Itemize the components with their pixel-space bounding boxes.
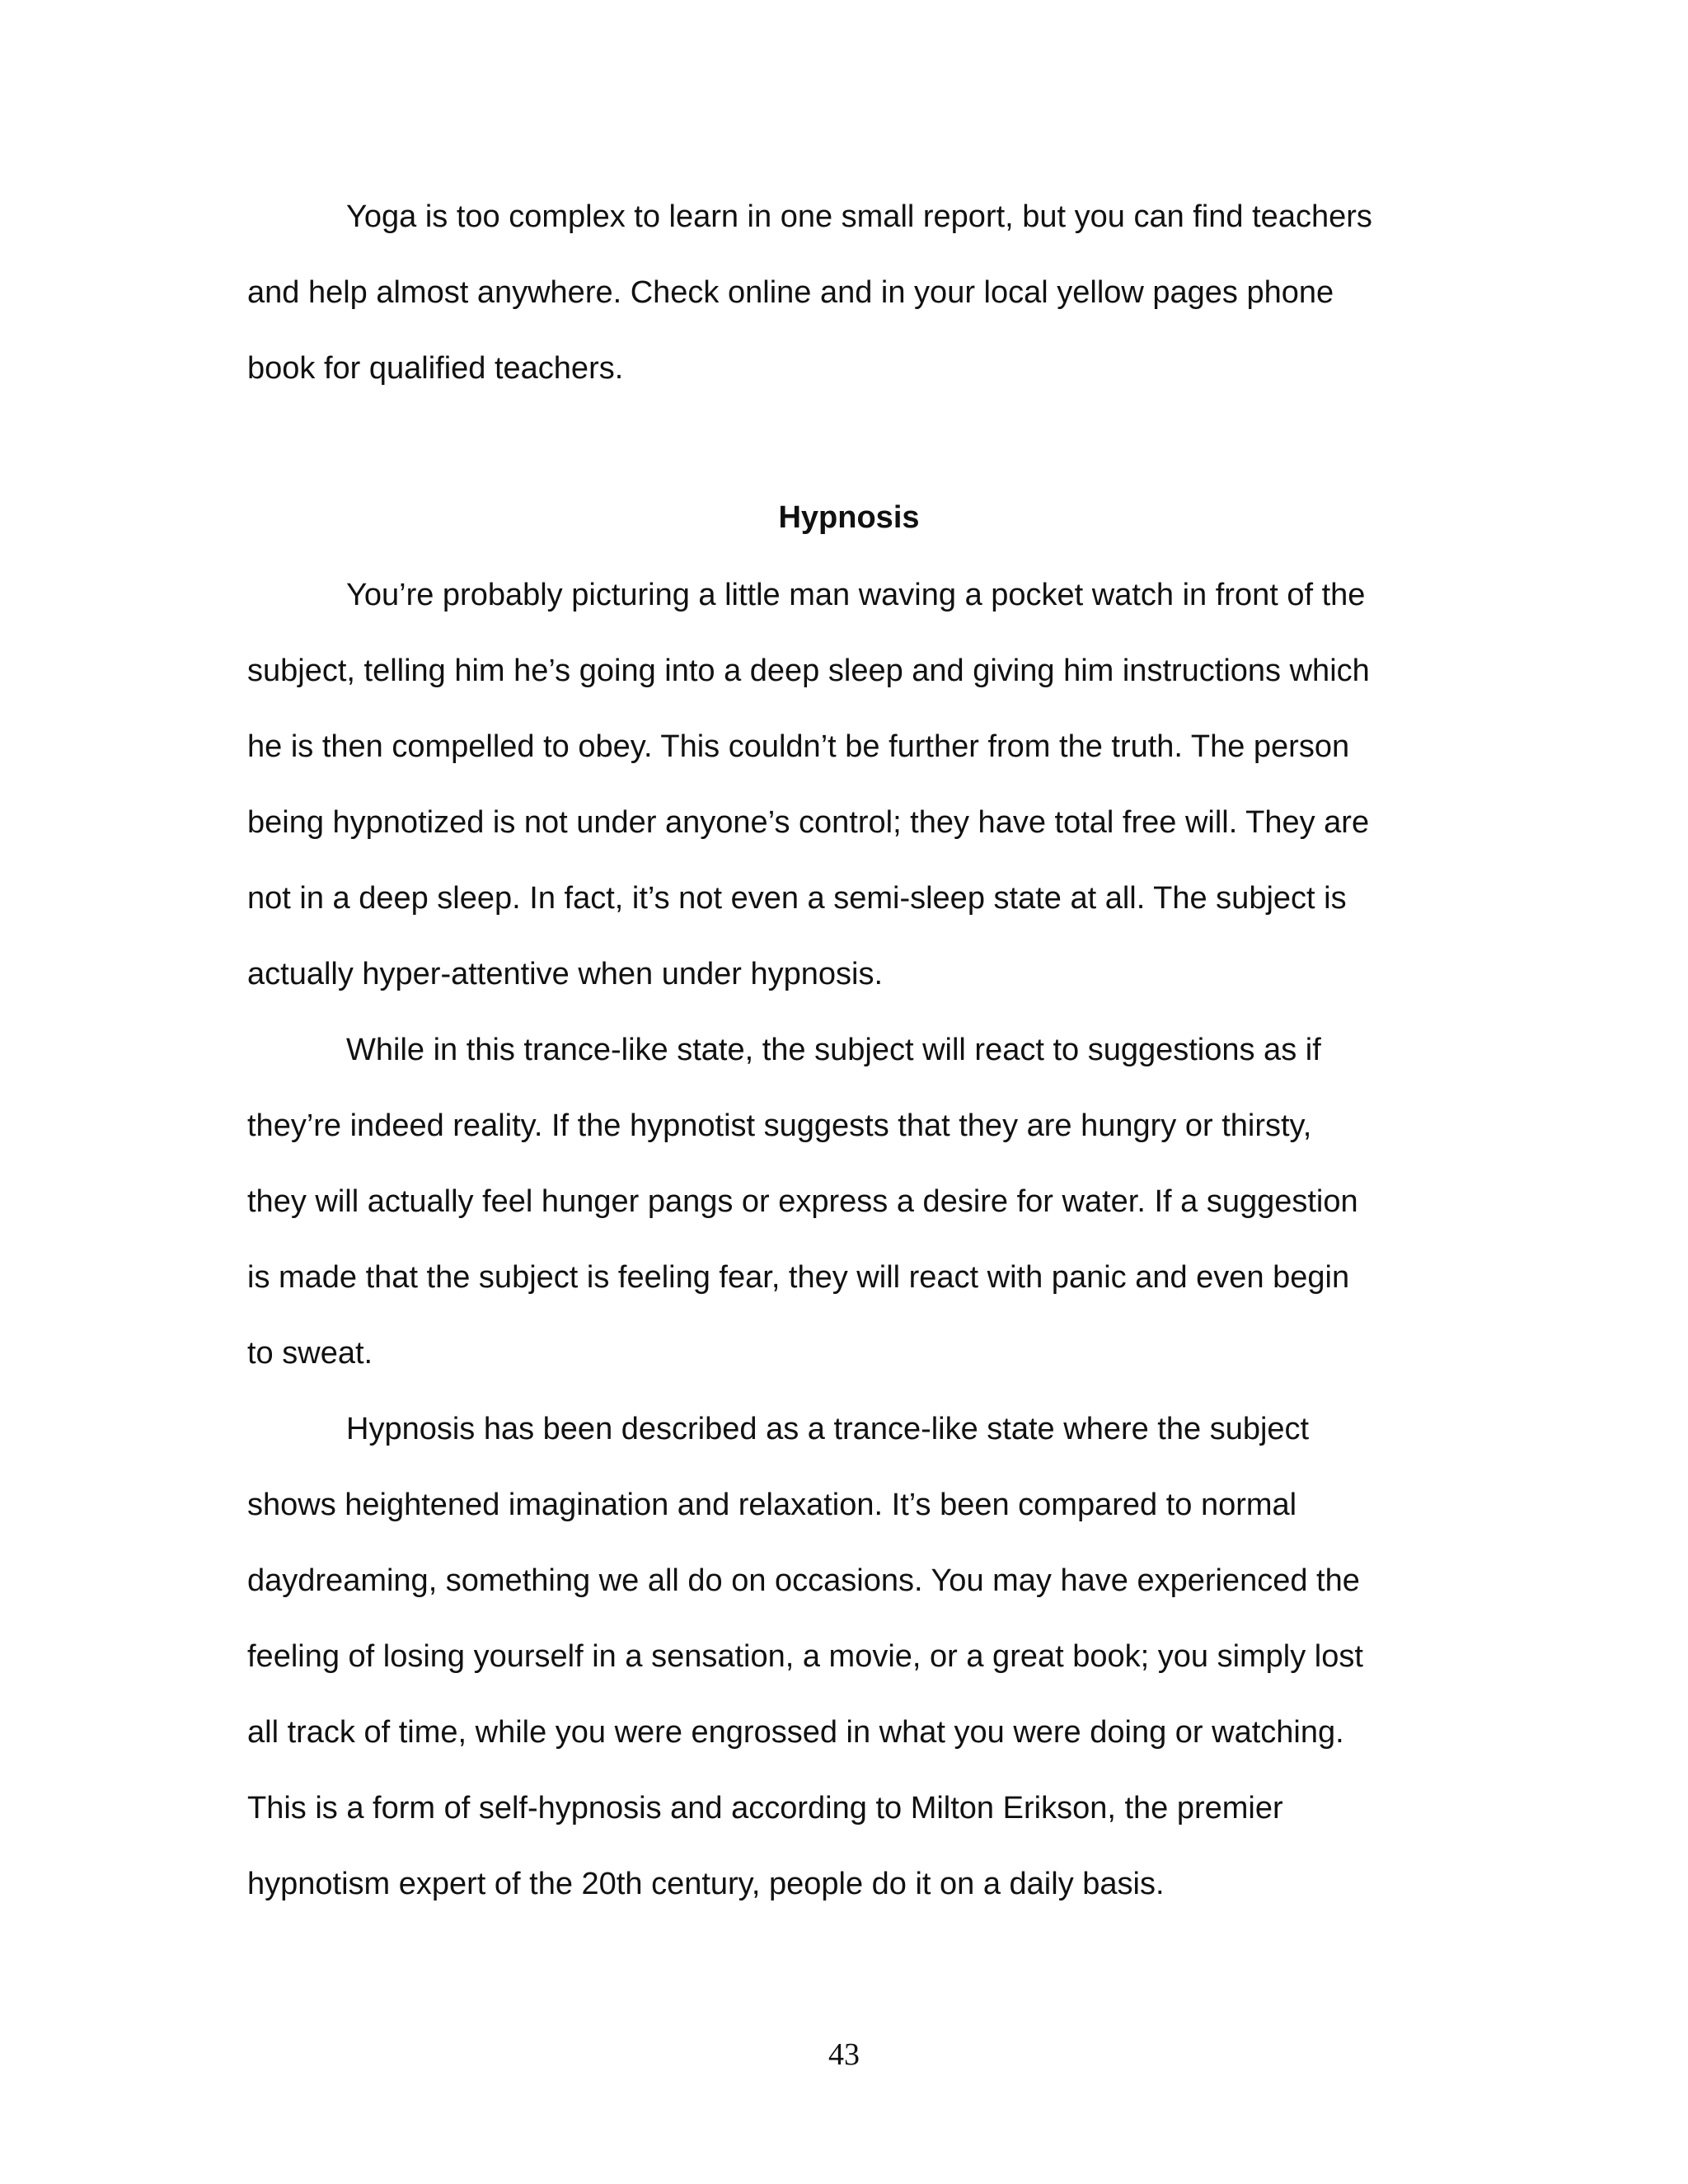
paragraph-line: to sweat.	[247, 1336, 373, 1371]
paragraph-line: subject, telling him he’s going into a deep sleep and giving him instructions which	[247, 654, 1370, 688]
paragraph-line: While in this trance-like state, the subject will react to suggestions as if	[346, 1033, 1321, 1067]
paragraph-line: and help almost anywhere. Check online and in your local yellow pages phone	[247, 275, 1334, 310]
paragraph-line: shows heightened imagination and relaxation. It’s been compared to normal	[247, 1488, 1297, 1522]
paragraph-line: feeling of losing yourself in a sensation, a movie, or a great book; you simply lost	[247, 1639, 1363, 1674]
section-heading: Hypnosis	[778, 500, 920, 535]
paragraph-line: This is a form of self-hypnosis and according to Milton Erikson, the premier	[247, 1791, 1283, 1825]
paragraph-line: they will actually feel hunger pangs or express a desire for water. If a suggestion	[247, 1184, 1358, 1219]
paragraph-line: they’re indeed reality. If the hypnotist suggests that they are hungry or thirsty,	[247, 1108, 1312, 1143]
page-number: 43	[828, 2037, 860, 2072]
paragraph-line: Hypnosis has been described as a trance-like state where the subject	[346, 1412, 1310, 1446]
paragraph-line: being hypnotized is not under anyone’s control; they have total free will. They are	[247, 805, 1370, 840]
paragraph-line: all track of time, while you were engrossed in what you were doing or watching.	[247, 1715, 1344, 1750]
paragraph-line: hypnotism expert of the 20th century, people do it on a daily basis.	[247, 1867, 1165, 1901]
paragraph-line: actually hyper-attentive when under hypnosis.	[247, 957, 884, 991]
paragraph-line: daydreaming, something we all do on occasions. You may have experienced the	[247, 1563, 1360, 1598]
paragraph-line: You’re probably picturing a little man waving a pocket watch in front of the	[346, 578, 1366, 612]
paragraph-line: not in a deep sleep. In fact, it’s not even a semi-sleep state at all. The subject is	[247, 881, 1347, 916]
paragraph-line: Yoga is too complex to learn in one small report, but you can find teachers	[346, 199, 1372, 234]
paragraph-line: book for qualified teachers.	[247, 351, 624, 386]
paragraph-line: he is then compelled to obey. This couldn’t be further from the truth. The person	[247, 729, 1350, 764]
paragraph-line: is made that the subject is feeling fear, they will react with panic and even begin	[247, 1260, 1350, 1295]
